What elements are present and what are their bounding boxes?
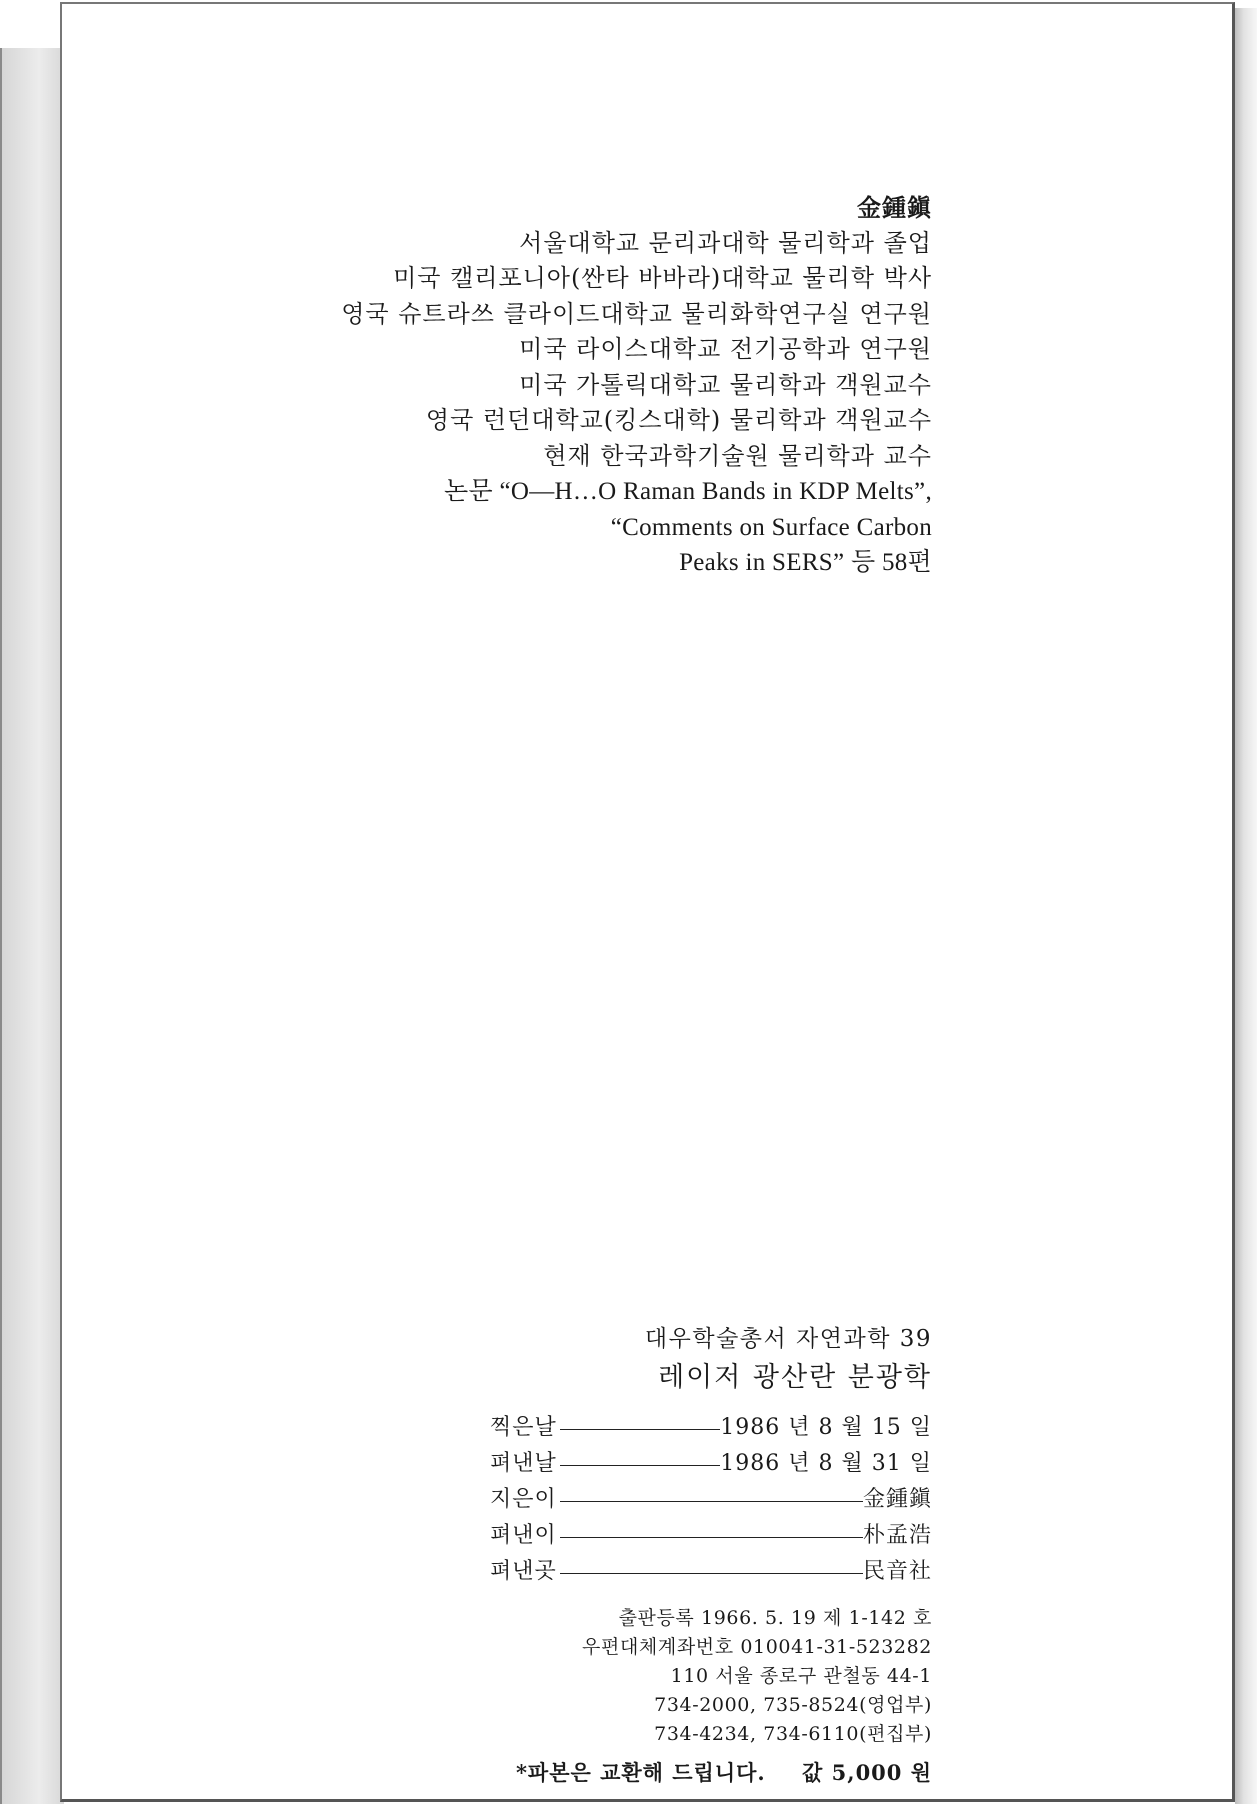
colophon-row-press [372, 1554, 932, 1590]
leader-line [560, 1501, 904, 1502]
colophon-row-author [372, 1482, 932, 1518]
book-spine [0, 48, 64, 1804]
author-bio [172, 190, 932, 581]
page [60, 2, 1235, 1802]
row-value: 民音社 [863, 1554, 932, 1590]
row-label: 펴낸날 [490, 1451, 557, 1476]
registration: 출판등록 1966. 5. 19 제 1-142 호 [618, 1607, 932, 1629]
phone-sales: 734-2000, 735-8524(영업부) [654, 1694, 932, 1716]
bio-line: 미국 가톨릭대학교 물리학과 객원교수 [519, 370, 932, 399]
leader-line [560, 1573, 904, 1574]
phone-editorial: 734-4234, 734-6110(편집부) [654, 1723, 932, 1745]
postal-account: 우편대체계좌번호 010041-31-523282 [582, 1636, 932, 1658]
bio-line: 영국 런던대학교(킹스대학) 물리학과 객원교수 [425, 406, 932, 434]
book-title: 레이저 광산란 분광학 [658, 1362, 932, 1393]
row-value: 1986 년 8 월 15 일 [720, 1410, 932, 1446]
address: 110 서울 종로구 관철동 44-1 [670, 1665, 932, 1687]
author-name: 金鍾鎭 [857, 193, 932, 222]
row-label: 펴낸곳 [490, 1559, 557, 1584]
row-value: 1986 년 8 월 31 일 [720, 1446, 932, 1482]
row-label: 찍은날 [490, 1415, 557, 1440]
notice-line [372, 1757, 932, 1787]
paper-line: Peaks in SERS” 등 58편 [679, 549, 932, 576]
page-edge-shadow [1235, 8, 1257, 1804]
colophon-row-printed [372, 1410, 932, 1446]
publisher-info [372, 1604, 932, 1749]
colophon-row-published [372, 1446, 932, 1482]
bio-line: 미국 캘리포니아(싼타 바바라)대학교 물리학 박사 [393, 264, 932, 292]
row-label: 지은이 [490, 1487, 557, 1512]
bio-line: 서울대학교 문리과대학 물리학과 졸업 [519, 228, 932, 257]
paper-line: 논문 “O—H…O Raman Bands in KDP Melts”, [444, 478, 932, 505]
bio-line: 현재 한국과학기술원 물리학과 교수 [543, 441, 932, 470]
row-value: 金鍾鎭 [863, 1482, 932, 1518]
row-value: 朴孟浩 [863, 1518, 932, 1554]
series-name: 대우학술총서 자연과학 39 [644, 1326, 932, 1352]
bio-line: 영국 슈트라쓰 클라이드대학교 물리화학연구실 연구원 [341, 299, 932, 328]
bio-line: 미국 라이스대학교 전기공학과 연구원 [519, 335, 932, 363]
row-label: 펴낸이 [490, 1523, 557, 1548]
price: 값 5,000 원 [802, 1760, 932, 1785]
exchange-notice: *파본은 교환해 드립니다. [515, 1760, 766, 1785]
colophon-row-publisher [372, 1518, 932, 1554]
paper-line: “Comments on Surface Carbon [610, 513, 932, 541]
colophon [372, 1322, 932, 1787]
leader-line [560, 1537, 904, 1538]
